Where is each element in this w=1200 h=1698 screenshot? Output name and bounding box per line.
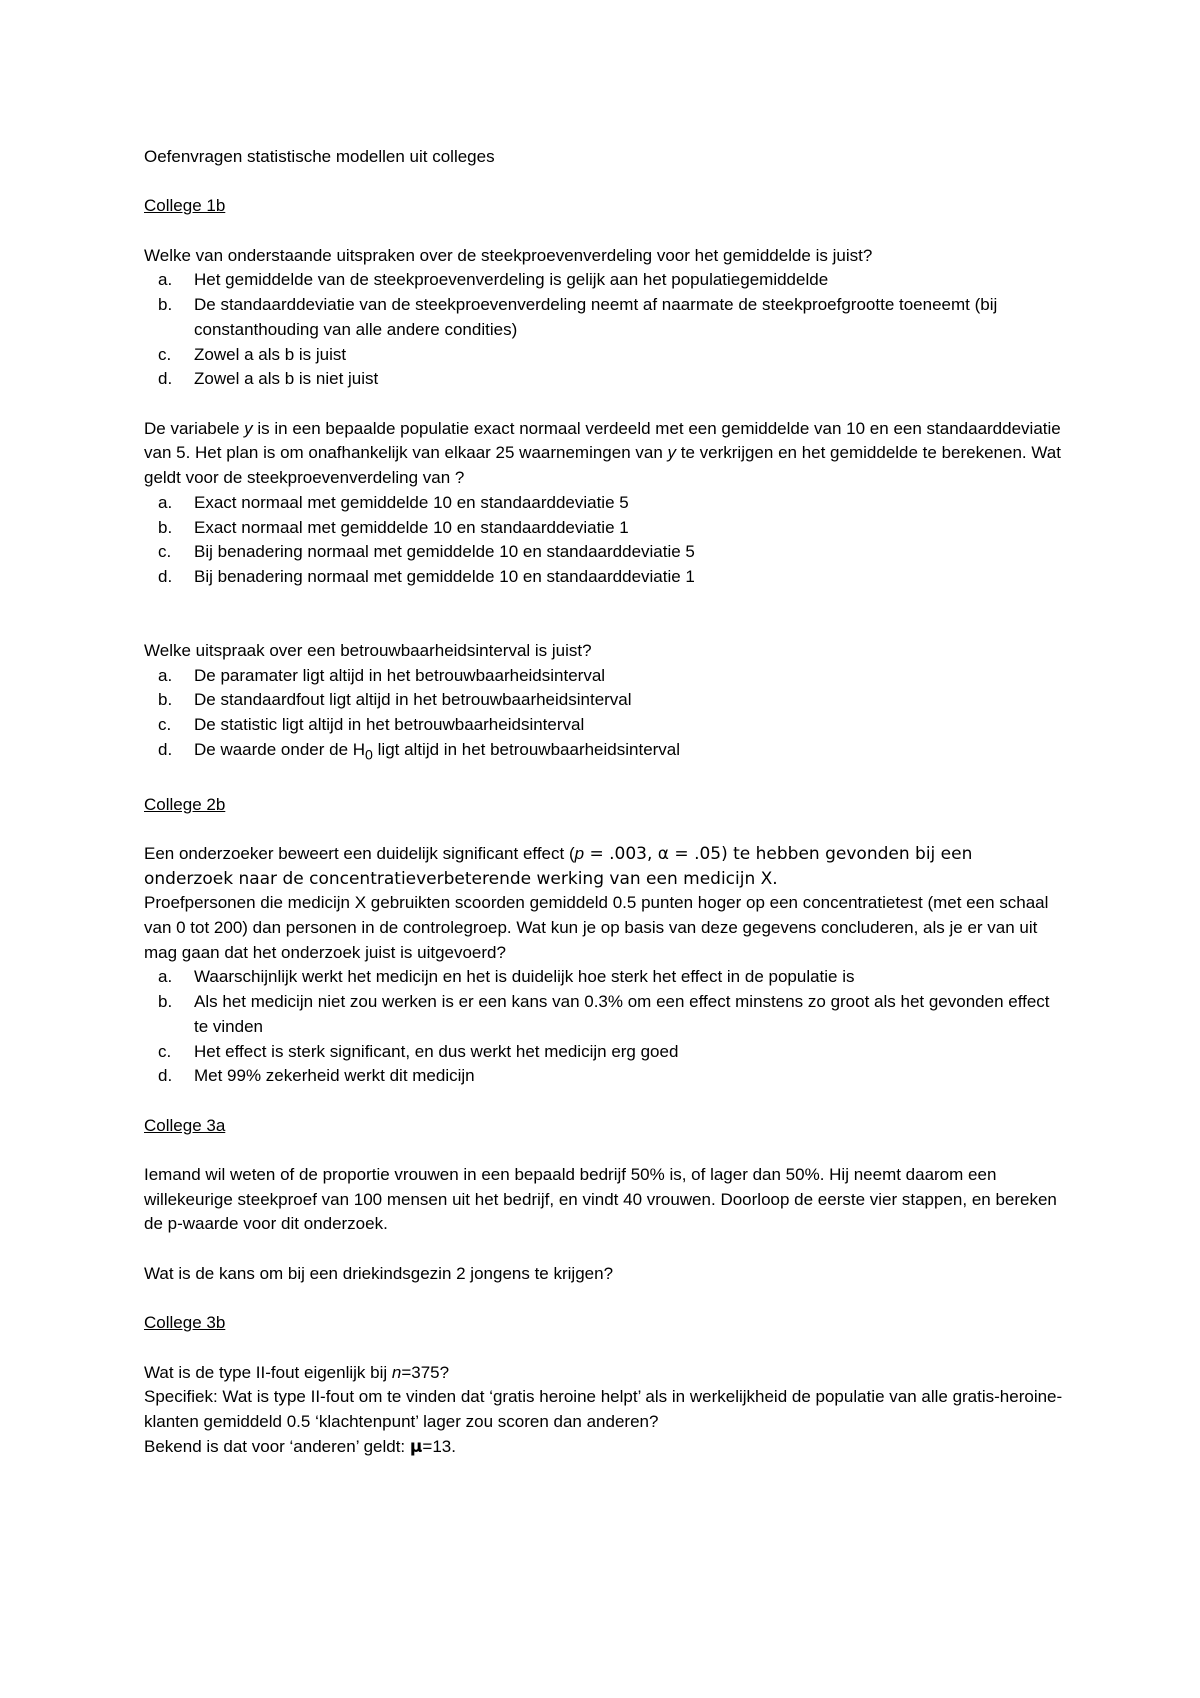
option-item: b. De standaardfout ligt altijd in het betrouwbaarheidsinterval xyxy=(158,690,632,710)
question-3b-known: Bekend is dat voor ‘anderen’ geldt: μ=13. xyxy=(144,1436,456,1457)
option-item: c. Bij benadering normaal met gemiddelde 10 en standaarddeviatie 5 xyxy=(158,542,695,562)
document-title: Oefenvragen statistische modellen uit colleges xyxy=(144,147,495,166)
option-item: a. Waarschijnlijk werkt het medicijn en het is duidelijk hoe sterk het effect in de populatie is xyxy=(158,967,855,987)
question-1b-3-options xyxy=(144,664,1064,768)
option-item: c. Zowel a als b is juist xyxy=(158,344,347,364)
option-item: d. Bij benadering normaal met gemiddelde 10 en standaarddeviatie 1 xyxy=(158,566,695,586)
section-heading-college-3b: College 3b xyxy=(144,1313,226,1333)
option-item: b. Als het medicijn niet zou werken is er een kans van 0.3% om een effect minstens zo groot als het gevonden effect te vinden xyxy=(158,992,1050,1036)
option-item: d. De waarde onder de $H_0$ ligt altijd in het betrouwbaarheidsinterval xyxy=(158,739,681,764)
option-item: c. Het effect is sterk significant, en dus werkt het medicijn erg goed xyxy=(158,1041,679,1061)
question-1b-1-stem: Welke van onderstaande uitspraken over de steekproevenverdeling voor het gemiddelde is juist? xyxy=(144,245,873,265)
option-item: d. Met 99% zekerheid werkt dit medicijn xyxy=(158,1066,475,1086)
document-content xyxy=(144,145,1064,1459)
option-item: a. Exact normaal met gemiddelde 10 en standaarddeviatie 5 xyxy=(158,492,629,512)
option-item: a. Het gemiddelde van de steekproevenverdeling is gelijk aan het populatiegemiddelde xyxy=(158,270,829,290)
question-2b-stem-2: Proefpersonen die medicijn X gebruikten scoorden gemiddeld 0.5 punten hoger op een concentratietest (met een schaal van 0 tot 200) dan personen in de controlegroep. Wat kun je op basis van deze gegevens concluderen, als je er van uit mag gaan dat het onderzoek juist is uitgevoerd? xyxy=(144,893,1049,962)
question-1b-2-stem: De variabele y is in een bepaalde populatie exact normaal verdeeld met een gemiddelde van 10 en een standaarddeviatie van 5. Het plan is om onafhankelijk van elkaar 25 waarnemingen van y te verkrijgen en het gemiddelde te berekenen. Wat geldt voor de steekproevenverdeling van ? xyxy=(144,418,1061,488)
question-3b-type2: Wat is de type II-fout eigenlijk bij n=375? xyxy=(144,1362,450,1382)
question-2b-options xyxy=(144,965,1064,1089)
option-item: a. De paramater ligt altijd in het betrouwbaarheidsinterval xyxy=(158,665,606,685)
question-1b-3-stem: Welke uitspraak over een betrouwbaarheidsinterval is juist? xyxy=(144,640,592,660)
option-item: b. De standaarddeviatie van de steekproevenverdeling neemt af naarmate de steekproefgrootte toeneemt (bij constanthouding van alle andere condities) xyxy=(158,295,998,339)
question-3a-probability: Wat is de kans om bij een driekindsgezin 2 jongens te krijgen? xyxy=(144,1263,614,1283)
question-1b-2-options xyxy=(144,491,1064,590)
section-heading-college-2b: College 2b xyxy=(144,794,226,814)
section-heading-college-3a: College 3a xyxy=(144,1115,226,1135)
option-item: d. Zowel a als b is niet juist xyxy=(158,369,379,389)
question-2b-stem-1: Een onderzoeker beweert een duidelijk significant effect (p = .003, α = .05) te hebben gevonden bij een onderzoek naar de concentratieverbeterende werking van een medicijn X. xyxy=(144,843,973,889)
question-3b-specific: Specifiek: Wat is type II-fout om te vinden dat ‘gratis heroine helpt’ als in werkelijkheid de populatie van alle gratis-heroine-klanten gemiddeld 0.5 ‘klachtenpunt’ lager zou scoren dan anderen? xyxy=(144,1387,1063,1432)
question-1b-1-options xyxy=(144,268,1064,392)
section-heading-college-1b: College 1b xyxy=(144,196,226,216)
option-item: c. De statistic ligt altijd in het betrouwbaarheidsinterval xyxy=(158,715,585,735)
option-item: b. Exact normaal met gemiddelde 10 en standaarddeviatie 1 xyxy=(158,517,629,537)
question-3a-proportion: Iemand wil weten of de proportie vrouwen in een bepaald bedrijf 50% is, of lager dan 50%. Hij neemt daarom een willekeurige steekproef van 100 mensen uit het bedrijf, en vindt 40 vrouwen. Doorloop de eerste vier stappen, en bereken de p-waarde voor dit onderzoek. xyxy=(144,1165,1057,1234)
